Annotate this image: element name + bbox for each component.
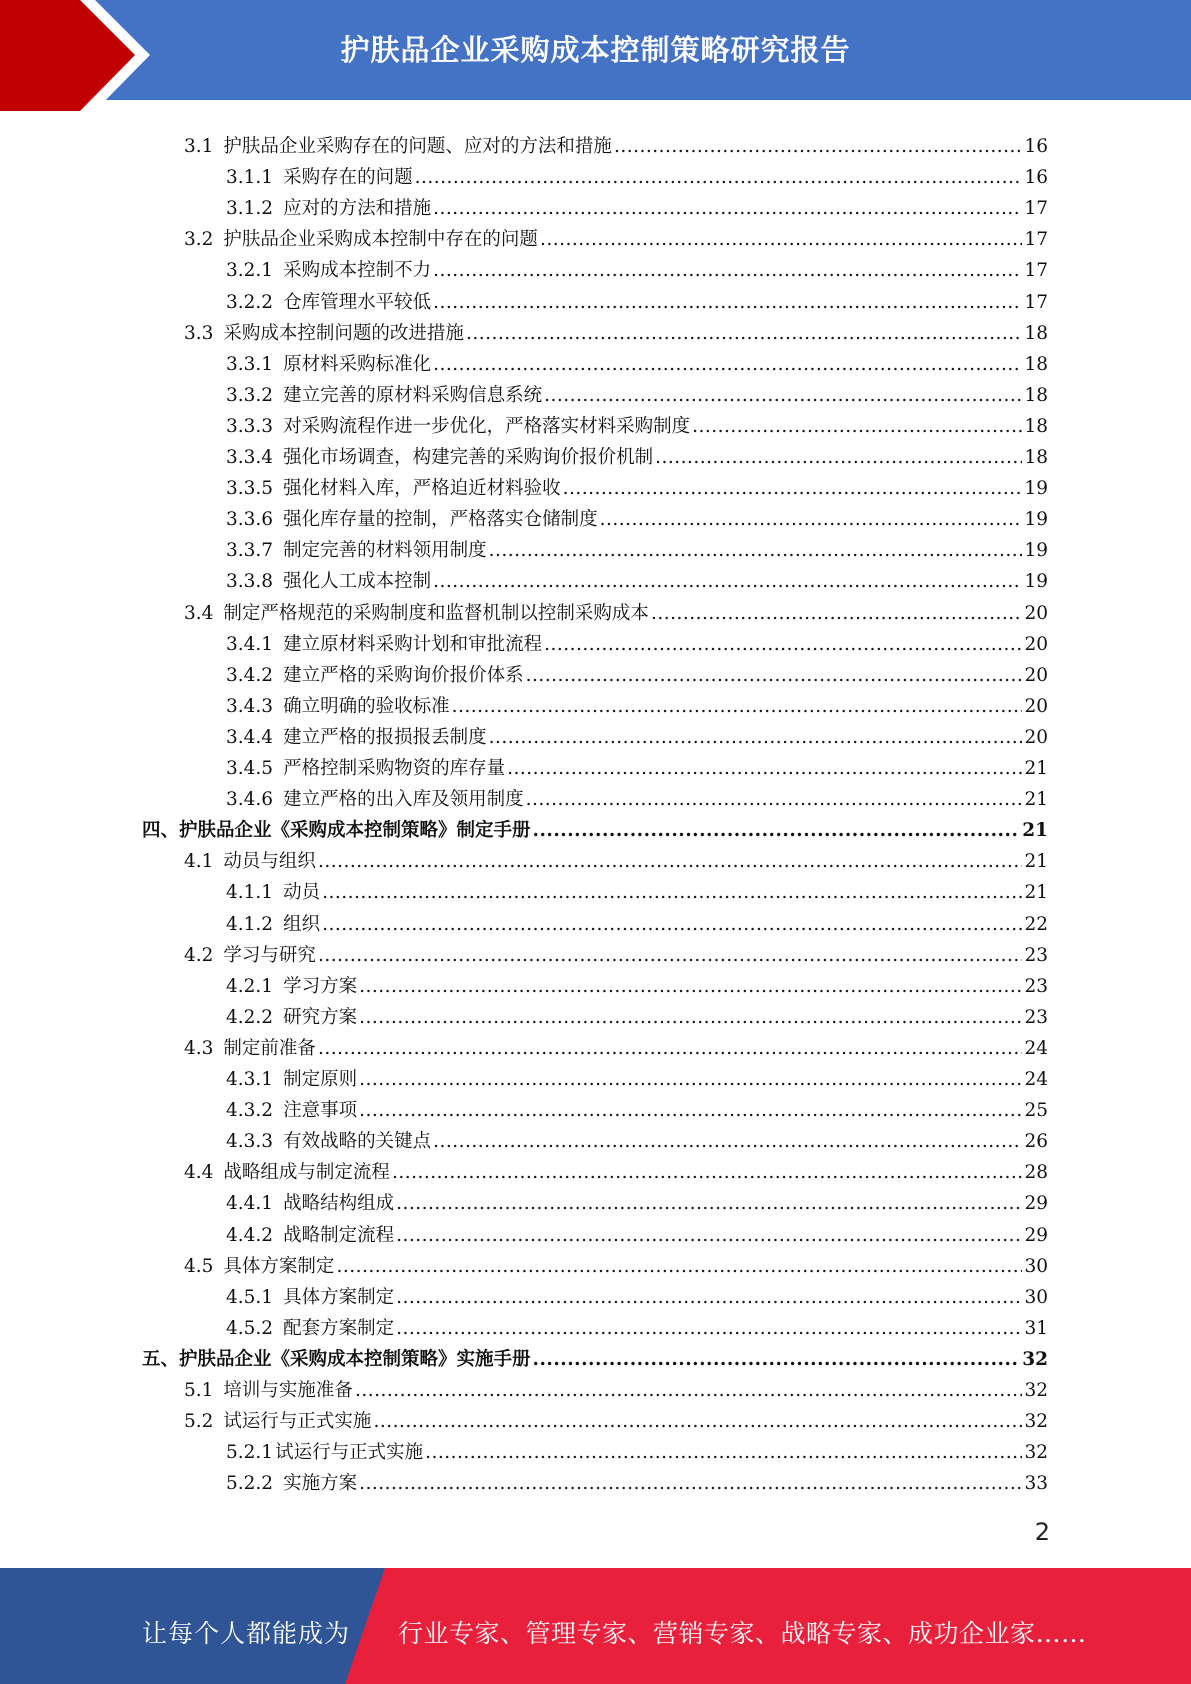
toc-entry-title: 护肤品企业采购成本控制中存在的问题 [223,229,538,251]
toc-entry[interactable] [184,842,1048,873]
toc-leader-dots [563,478,1023,500]
toc-leader-dots [433,354,1022,376]
toc-entry-page: 20 [1024,726,1048,748]
toc-entry-page: 19 [1024,478,1048,500]
toc-entry[interactable] [184,1402,1048,1433]
toc-entry-title: 建立原材料采购计划和审批流程 [283,633,543,655]
toc-entry-page: 24 [1024,1069,1048,1090]
toc-leader-dots [373,1411,1022,1433]
toc-entry-title: 采购存在的问题 [283,167,413,189]
toc-entry[interactable] [184,1371,1048,1402]
toc-leader-dots [425,1442,1022,1464]
toc-entry-number: 五、 [142,1348,180,1370]
toc-entry-number: 3.4 [184,602,214,624]
toc-entry[interactable] [184,127,1048,158]
toc-entry-number: 3.4.3 [226,695,274,717]
toc-entry-title: 注意事项 [283,1100,358,1122]
toc-leader-dots [600,509,1023,531]
toc-entry-page: 28 [1024,1162,1048,1184]
toc-entry[interactable] [226,1216,1048,1247]
toc-entry[interactable] [226,1122,1048,1153]
toc-entry-page: 29 [1024,1224,1048,1246]
toc-entry-title: 建立严格的报损报丢制度 [283,726,487,748]
toc-entry-title: 建立严格的采购询价报价体系 [283,664,524,686]
toc-leader-dots [318,945,1023,967]
toc-entry-number: 4.3.2 [226,1100,274,1122]
toc-entry-title: 战略结构组成 [283,1193,395,1215]
toc-leader-dots [692,416,1022,438]
toc-entry-title: 护肤品企业采购存在的问题、应对的方法和措施 [223,136,612,157]
toc-entry[interactable] [226,625,1048,656]
toc-entry-number: 3.4.2 [226,664,274,686]
toc-entry-page: 30 [1024,1255,1048,1277]
toc-leader-dots [544,385,1022,407]
toc-entry-title: 采购成本控制不力 [283,260,432,282]
toc-entry-page: 20 [1024,695,1048,717]
toc-entry-title: 试运行与正式实施 [275,1442,424,1464]
toc-entry-number: 3.3 [184,322,214,344]
toc-entry[interactable] [226,873,1048,904]
toc-entry[interactable] [184,1029,1048,1060]
toc-entry-page: 30 [1024,1286,1048,1308]
toc-leader-dots [359,1473,1022,1495]
toc-entry-title: 护肤品企业《采购成本控制策略》制定手册 [179,820,531,842]
toc-entry[interactable] [226,531,1048,562]
header-banner [0,0,1191,111]
toc-entry-title: 原材料采购标准化 [283,353,432,375]
toc-entry-page: 33 [1024,1473,1048,1495]
toc-entry-page: 18 [1024,415,1048,437]
toc-leader-dots [526,789,1023,811]
toc-entry-title: 组织 [283,913,321,935]
toc-leader-dots [318,851,1023,873]
toc-leader-dots [396,1225,1022,1247]
toc-entry-page: 24 [1024,1037,1048,1059]
toc-entry-page: 21 [1024,851,1048,873]
toc-entry-page: 32 [1024,1411,1048,1433]
toc-entry-title: 制定完善的材料领用制度 [283,540,487,562]
toc-entry-title: 具体方案制定 [283,1286,395,1308]
toc-entry-page: 18 [1024,384,1048,406]
toc-entry-page: 31 [1024,1317,1048,1339]
toc-entry-number: 3.3.1 [226,353,274,375]
toc-entry-page: 18 [1024,353,1048,375]
toc-entry-title: 制定严格规范的采购制度和监督机制以控制采购成本 [223,602,649,624]
toc-entry-page: 18 [1024,447,1048,468]
toc-entry[interactable] [142,811,1048,842]
toc-entry[interactable] [226,1184,1048,1215]
toc-leader-dots [396,1287,1022,1309]
toc-entry-number: 4.4 [184,1162,214,1184]
toc-entry-title: 强化库存量的控制，严格落实仓储制度 [283,509,598,531]
toc-entry-page: 21 [1024,789,1048,811]
toc-entry-number: 3.2.1 [226,260,274,282]
toc-entry[interactable] [226,749,1048,780]
toc-entry[interactable] [226,158,1048,189]
toc-entry-number: 3.3.8 [226,571,274,593]
toc-entry[interactable] [226,1060,1048,1091]
toc-leader-dots [336,1256,1022,1278]
toc-entry[interactable] [184,594,1048,625]
toc-entry-number: 4.5.2 [226,1317,274,1339]
toc-entry-title: 应对的方法和措施 [283,198,432,220]
toc-leader-dots [540,229,1023,251]
toc-leader-dots [392,1162,1023,1184]
toc-leader-dots [396,1193,1022,1215]
toc-leader-dots [489,540,1023,562]
toc-entry-number: 4.2.1 [226,975,274,997]
toc-entry-number: 3.1.2 [226,198,274,220]
toc-entry-number: 四、 [142,820,180,842]
toc-entry-title: 仓库管理水平较低 [283,291,432,313]
toc-entry-number: 3.4.1 [226,633,274,655]
toc-entry-number: 3.2.2 [226,291,274,313]
toc-leader-dots [544,634,1022,656]
toc-entry-page: 20 [1024,633,1048,655]
toc-leader-dots [322,882,1022,904]
toc-entry-number: 4.2 [184,944,214,966]
toc-leader-dots [533,1349,1021,1371]
toc-entry-number: 4.5.1 [226,1286,274,1308]
toc-entry-title: 培训与实施准备 [223,1380,353,1401]
toc-leader-dots [318,1038,1023,1060]
toc-entry-page: 23 [1024,944,1048,966]
toc-entry-page: 16 [1024,167,1048,189]
toc-entry-title: 实施方案 [283,1473,358,1495]
toc-leader-dots [489,727,1023,749]
toc-entry[interactable] [226,189,1048,220]
toc-entry-number: 4.4.1 [226,1193,274,1215]
toc-entry-page: 32 [1022,1348,1048,1370]
toc-entry-number: 3.3.5 [226,478,274,500]
toc-entry[interactable] [142,1340,1048,1371]
toc-entry-page: 20 [1024,664,1048,686]
footer-roles: 行业专家、管理专家、营销专家、战略专家、成功企业家…… [398,1619,1087,1648]
toc-entry-title: 严格控制采购物资的库存量 [283,758,506,779]
toc-entry-page: 18 [1024,322,1048,344]
toc-entry[interactable] [226,967,1048,998]
toc-entry-number: 3.4.6 [226,789,274,811]
toc-entry-page: 26 [1024,1131,1048,1153]
toc-entry-number: 3.4.4 [226,726,274,748]
toc-entry[interactable] [184,220,1048,251]
toc-entry-page: 29 [1024,1193,1048,1215]
toc-entry[interactable] [184,936,1048,967]
toc-entry[interactable] [226,469,1048,500]
toc-entry-page: 17 [1024,198,1048,220]
toc-entry-page: 22 [1024,913,1048,935]
toc-entry-number: 5.2 [184,1411,214,1433]
toc-entry[interactable] [226,718,1048,749]
toc-leader-dots [322,914,1022,936]
toc-leader-dots [415,167,1023,189]
toc-entry-title: 强化人工成本控制 [283,571,432,593]
toc-entry[interactable] [226,407,1048,438]
toc-entry-title: 采购成本控制问题的改进措施 [223,322,464,344]
toc-entry-title: 战略制定流程 [283,1224,395,1246]
toc-entry-page: 21 [1024,882,1048,904]
toc-entry[interactable] [226,500,1048,531]
toc-entry-title: 制定原则 [283,1069,358,1090]
toc-entry-number: 5.1 [184,1380,214,1401]
toc-entry[interactable] [184,314,1048,345]
toc-entry-page: 21 [1022,820,1048,842]
toc-entry-page: 25 [1024,1100,1048,1122]
toc-entry-number: 4.5 [184,1255,214,1277]
toc-leader-dots [651,603,1023,625]
toc-entry-number: 4.2.2 [226,1006,274,1028]
toc-entry[interactable] [226,376,1048,407]
toc-entry-number: 3.1.1 [226,167,274,189]
toc-entry-number: 3.2 [184,229,214,251]
toc-leader-dots [614,136,1023,158]
toc-entry-title: 强化材料入库，严格迫近材料验收 [283,478,561,500]
toc-entry-page: 19 [1024,571,1048,593]
toc-entry-page: 19 [1024,509,1048,531]
toc-entry-number: 5.2.1 [226,1442,274,1464]
toc-entry[interactable] [226,1091,1048,1122]
toc-entry-number: 4.3.1 [226,1069,274,1090]
toc-leader-dots [452,696,1023,718]
toc-entry[interactable] [226,251,1048,282]
toc-entry-number: 4.1.2 [226,913,274,935]
toc-entry-number: 4.3.3 [226,1131,274,1153]
toc-entry-number: 3.3.2 [226,384,274,406]
toc-entry[interactable] [226,1309,1048,1340]
toc-entry-page: 23 [1024,975,1048,997]
toc-entry-title: 制定前准备 [223,1037,316,1059]
toc-entry-page: 32 [1024,1442,1048,1464]
footer-slogan: 让每个人都能成为 [142,1619,351,1648]
toc-entry-number: 3.3.3 [226,415,274,437]
toc-entry[interactable] [226,345,1048,376]
toc-leader-dots [433,198,1022,220]
toc-entry-page: 23 [1024,1006,1048,1028]
toc-entry-number: 4.3 [184,1037,214,1059]
toc-entry[interactable] [226,562,1048,593]
toc-entry-title: 学习与研究 [223,944,316,966]
toc-entry-title: 战略组成与制定流程 [223,1162,390,1184]
toc-leader-dots [433,260,1022,282]
toc-entry-page: 16 [1024,136,1048,157]
toc-entry[interactable] [184,1153,1048,1184]
toc-entry-title: 配套方案制定 [283,1317,395,1339]
toc-entry[interactable] [184,1247,1048,1278]
toc-leader-dots [355,1380,1023,1402]
page-number: 2 [1034,1518,1050,1546]
toc-leader-dots [359,1007,1022,1029]
toc-entry[interactable] [226,283,1048,314]
toc-entry-title: 动员与组织 [223,851,316,873]
toc-entry-number: 3.3.7 [226,540,274,562]
toc-entry-title: 护肤品企业《采购成本控制策略》实施手册 [179,1348,531,1370]
toc-entry-number: 4.1.1 [226,882,274,904]
toc-entry-title: 有效战略的关键点 [283,1131,432,1153]
document-title: 护肤品企业采购成本控制策略研究报告 [340,33,851,67]
toc-entry-number: 5.2.2 [226,1473,274,1495]
toc-entry-title: 研究方案 [283,1006,358,1028]
toc-entry-title: 动员 [283,882,321,904]
toc-entry-page: 19 [1024,540,1048,562]
toc-entry-page: 17 [1024,291,1048,313]
toc-entry-number: 4.1 [184,851,214,873]
toc-entry[interactable] [226,905,1048,936]
toc-entry-title: 试运行与正式实施 [223,1411,372,1433]
toc-entry-title: 学习方案 [283,975,358,997]
toc-entry[interactable] [226,687,1048,718]
toc-entry-page: 21 [1024,758,1048,779]
toc-entry-number: 3.1 [184,136,214,157]
toc-entry[interactable] [226,1278,1048,1309]
toc-entry-page: 17 [1024,229,1048,251]
toc-entry-title: 确立明确的验收标准 [283,695,450,717]
toc-entry-number: 3.3.4 [226,447,274,468]
toc-entry[interactable] [226,438,1048,469]
toc-entry-page: 32 [1024,1380,1048,1401]
toc-leader-dots [526,665,1023,687]
toc-leader-dots [507,758,1022,780]
toc-entry-title: 建立完善的原材料采购信息系统 [283,384,543,406]
toc-leader-dots [655,447,1022,469]
toc-leader-dots [466,323,1023,345]
toc-entry-title: 建立严格的出入库及领用制度 [283,789,524,811]
toc-entry[interactable] [226,656,1048,687]
toc-leader-dots [396,1318,1022,1340]
toc-entry[interactable] [226,998,1048,1029]
toc-entry[interactable] [226,1433,1048,1464]
toc-entry-title: 强化市场调查，构建完善的采购询价报价机制 [283,447,654,468]
toc-entry[interactable] [226,780,1048,811]
toc-entry-page: 17 [1024,260,1048,282]
toc-leader-dots [433,1131,1022,1153]
toc-entry-page: 20 [1024,602,1048,624]
toc-leader-dots [433,292,1022,314]
toc-entry-number: 4.4.2 [226,1224,274,1246]
toc-leader-dots [359,976,1022,998]
toc-leader-dots [433,571,1022,593]
toc-leader-dots [359,1100,1022,1122]
toc-entry-number: 3.4.5 [226,758,274,779]
toc-entry[interactable] [226,1464,1048,1495]
toc-entry-title: 对采购流程作进一步优化，严格落实材料采购制度 [283,415,691,437]
toc-entry-title: 具体方案制定 [223,1255,335,1277]
toc-leader-dots [359,1069,1022,1091]
toc-leader-dots [533,820,1021,842]
toc-entry-number: 3.3.6 [226,509,274,531]
